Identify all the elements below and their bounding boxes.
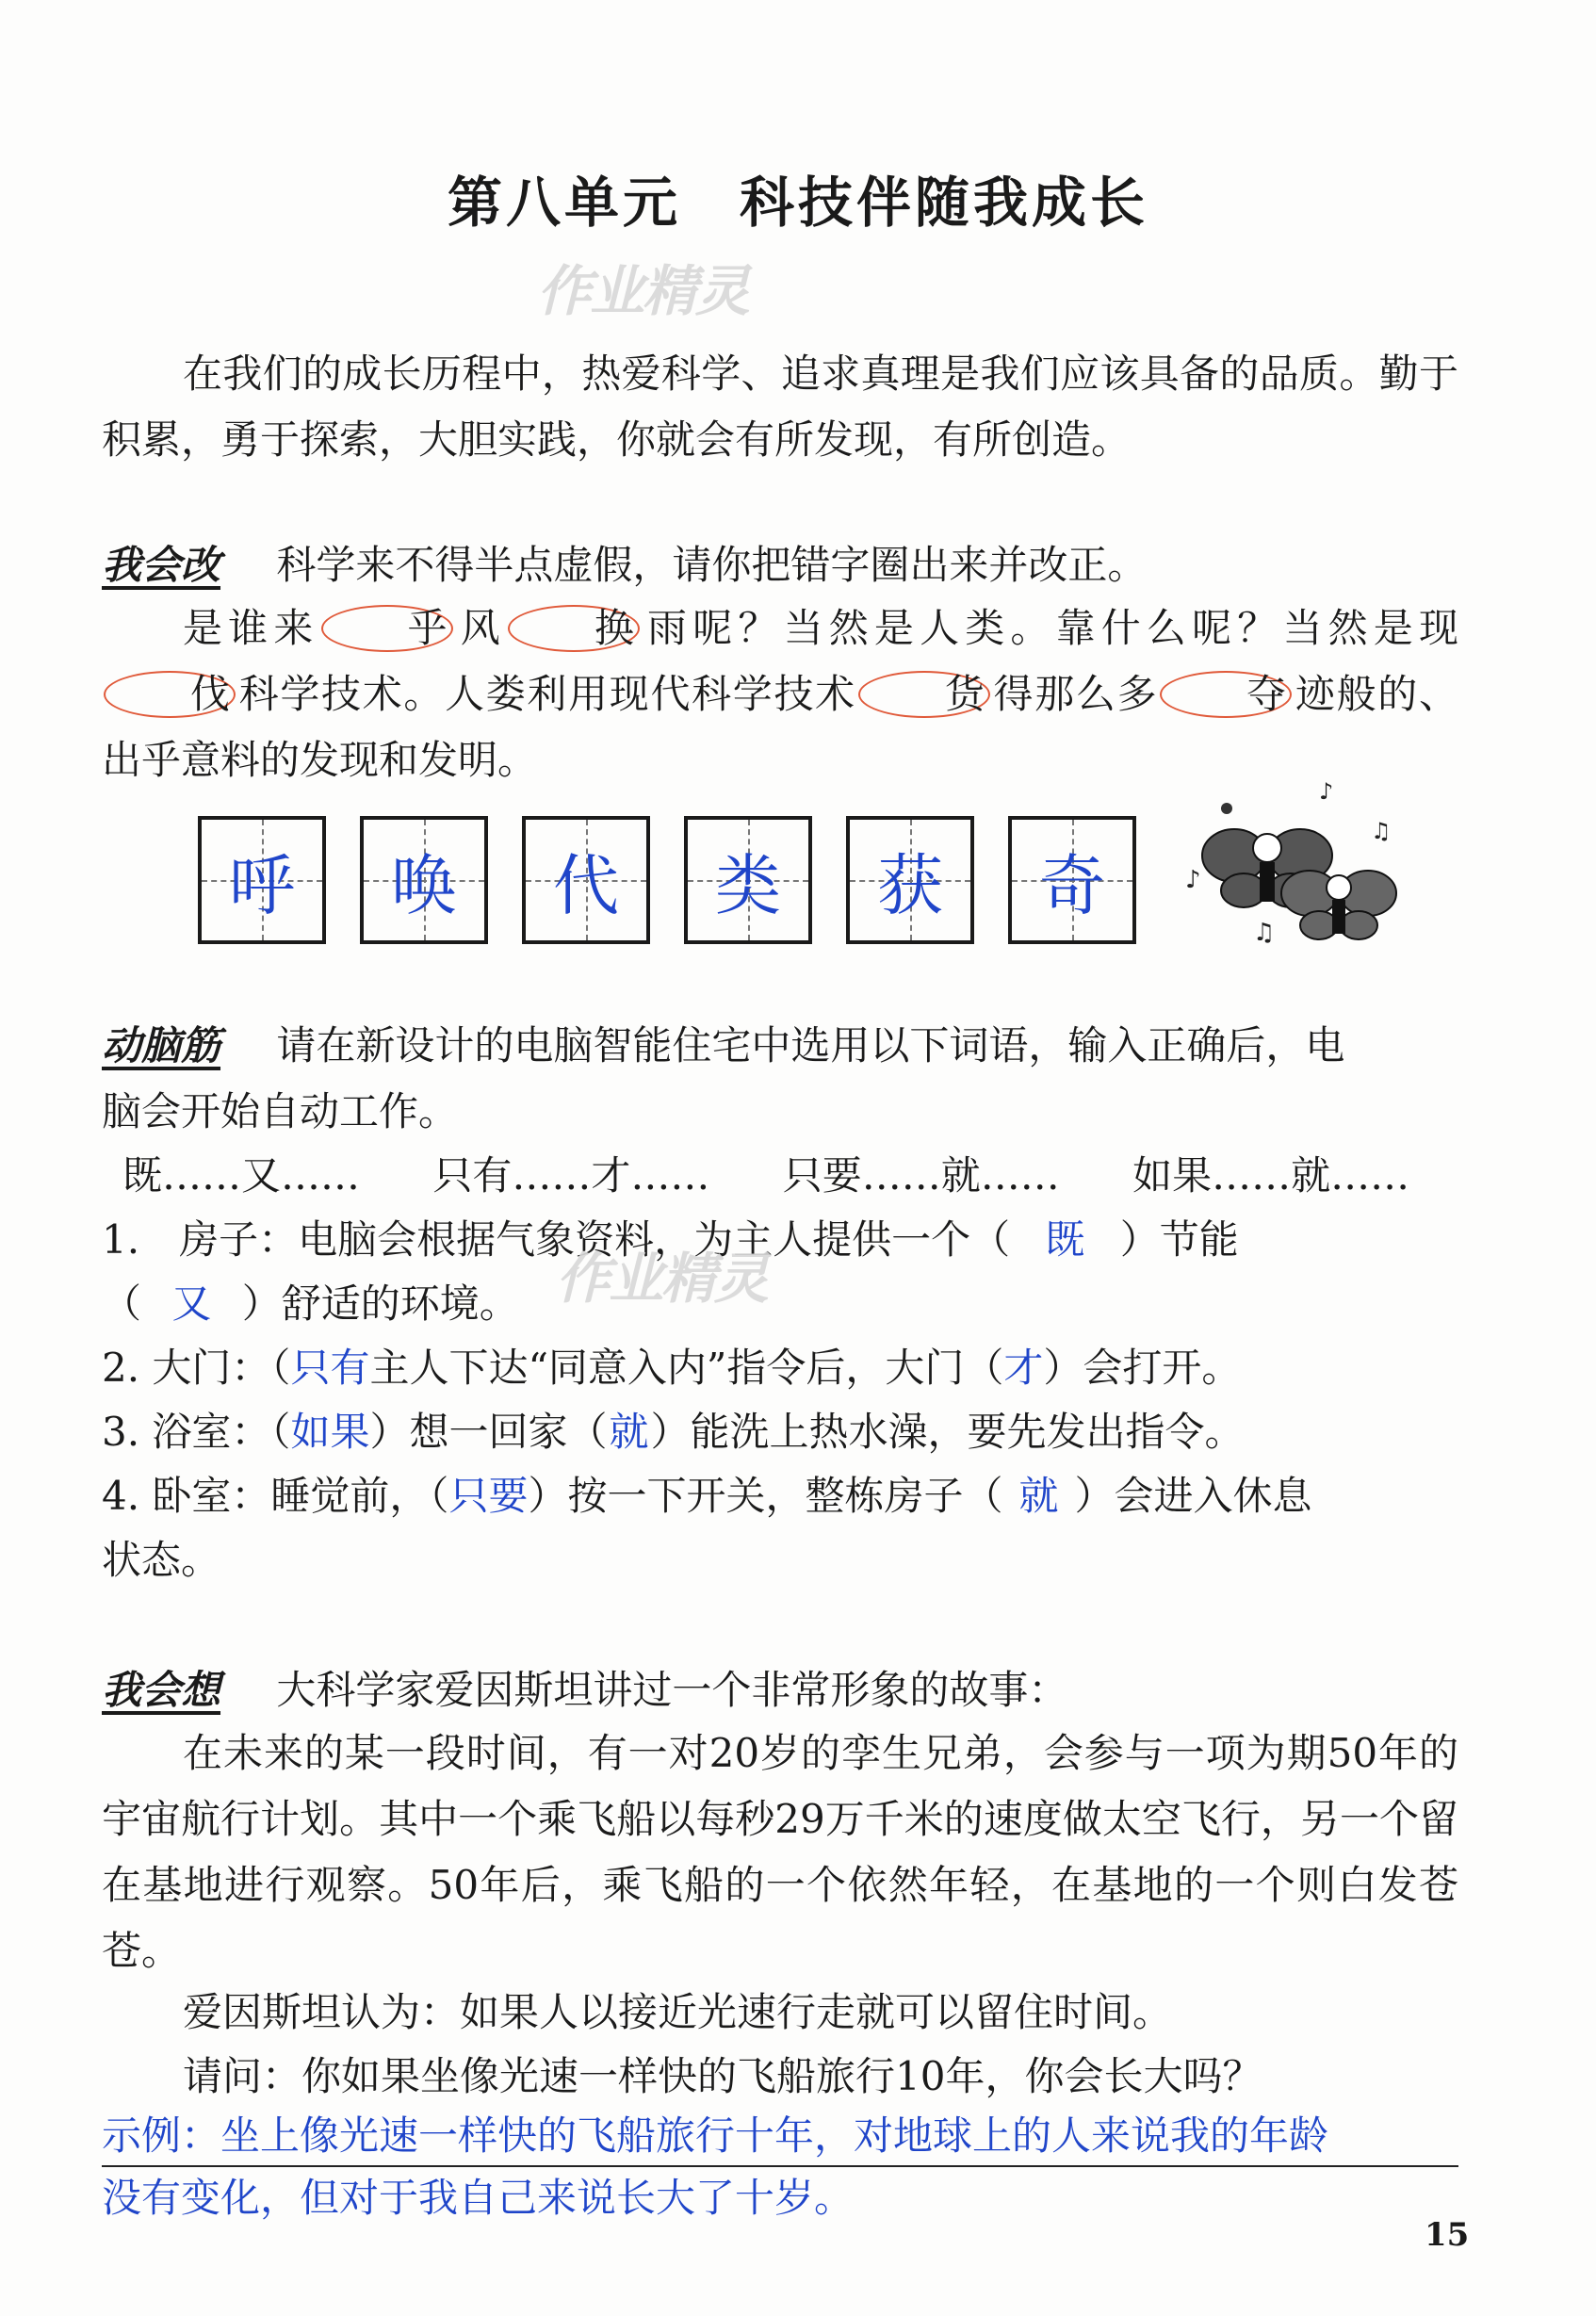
item-4-text-2: ）按一下开关，整栋房子（ bbox=[528, 1473, 1003, 1519]
music-note-icon: ♫ bbox=[1371, 818, 1392, 844]
circled-error-char: 夺 bbox=[1160, 671, 1292, 718]
word-bank-item: 只要……就…… bbox=[782, 1152, 1060, 1199]
word-bank-item: 如果……就…… bbox=[1132, 1152, 1410, 1199]
circled-error-char: 换 bbox=[508, 605, 640, 652]
item-3 bbox=[102, 1400, 1244, 1464]
section1-label: 我会改 bbox=[102, 542, 221, 588]
dot-decoration bbox=[1221, 803, 1232, 814]
word-bank-item: 只有……才…… bbox=[432, 1152, 710, 1199]
word-bank bbox=[122, 1144, 1409, 1208]
word-bank-item: 既……又…… bbox=[122, 1152, 361, 1199]
correction-char: 唤 bbox=[391, 846, 457, 924]
section3-instruction: 大科学家爱因斯坦讲过一个非常形象的故事： bbox=[276, 1667, 1068, 1713]
section2-instruction-1: 请在新设计的电脑智能住宅中选用以下词语，输入正确后，电 bbox=[276, 1022, 1345, 1068]
passage-text: 是谁来 bbox=[183, 605, 319, 651]
correction-cell bbox=[846, 816, 974, 944]
item-1-text-3: （ bbox=[102, 1280, 142, 1327]
passage-text: 得那么多 bbox=[991, 671, 1159, 717]
section2-instruction-2: 脑会开始自动工作。 bbox=[102, 1088, 459, 1134]
item-2-text-3: ）会打开。 bbox=[1043, 1345, 1242, 1391]
correction-char: 类 bbox=[715, 846, 781, 924]
item-3-answer-1: 如果 bbox=[290, 1409, 370, 1455]
music-note-icon: ♪ bbox=[1185, 866, 1201, 894]
item-2 bbox=[102, 1336, 1241, 1400]
item-2-answer-2: 才 bbox=[1003, 1345, 1044, 1391]
item-2-answer-1: 只有 bbox=[290, 1345, 370, 1391]
intro-paragraph: 在我们的成长历程中，热爱科学、追求真理是我们应该具备的品质。勤于积累，勇于探索，大胆实践，你就会有所发现，有所创造。 bbox=[102, 351, 1458, 463]
correction-cell bbox=[198, 816, 326, 944]
correction-cell bbox=[360, 816, 488, 944]
page-title: 第八单元 科技伴随我成长 bbox=[447, 171, 1148, 235]
answer-line-2: 没有变化，但对于我自己来说长大了十岁。 bbox=[102, 2175, 855, 2221]
circled-error-char: 乎 bbox=[321, 605, 453, 652]
butterfly-icon bbox=[1281, 871, 1396, 939]
butterfly-illustration bbox=[1178, 782, 1413, 961]
watermark-middle: 作业精灵 bbox=[556, 1247, 768, 1311]
item-1-answer-1: 既 bbox=[1045, 1216, 1085, 1263]
correction-char: 代 bbox=[553, 846, 619, 924]
item-1-text-2: ）节能 bbox=[1119, 1216, 1239, 1263]
correction-cell bbox=[522, 816, 650, 944]
music-note-icon: ♫ bbox=[1253, 919, 1276, 947]
correction-cell bbox=[684, 816, 812, 944]
item-4 bbox=[102, 1464, 1311, 1528]
passage-text: 雨呢？当然是人类。靠什么呢？当然是现 bbox=[641, 605, 1458, 651]
music-note-icon: ♪ bbox=[1319, 782, 1334, 805]
item-1-answer-2: 又 bbox=[171, 1280, 212, 1327]
correction-char: 获 bbox=[877, 846, 943, 924]
item-1-line-2 bbox=[102, 1272, 519, 1336]
item-1-text: 1. 房子：电脑会根据气象资料，为主人提供一个（ bbox=[102, 1216, 1011, 1263]
circled-error-char: 伐 bbox=[104, 671, 236, 718]
item-4-text-3: ）会进入休息 bbox=[1074, 1473, 1312, 1519]
correction-char: 呼 bbox=[229, 846, 295, 924]
item-3-text-3: ）能洗上热水澡，要先发出指令。 bbox=[650, 1409, 1245, 1455]
item-2-text: 2. 大门：（ bbox=[102, 1345, 291, 1391]
story-paragraph: 在未来的某一段时间，有一对20岁的孪生兄弟，会参与一项为期50年的宇宙航行计划。其中一个乘飞船以每秒29万千米的速度做太空飞行，另一个留在基地进行观察。50年后，乘飞船的一个依然年轻，在基地的一个则白发苍苍。 bbox=[102, 1730, 1458, 1974]
correction-char: 奇 bbox=[1039, 846, 1105, 924]
section3-label: 我会想 bbox=[102, 1667, 221, 1713]
item-3-answer-2: 就 bbox=[609, 1409, 649, 1455]
circled-error-char: 货 bbox=[858, 671, 990, 718]
item-3-text-2: ）想一回家（ bbox=[369, 1409, 608, 1455]
item-4-answer-2: 就 bbox=[1018, 1473, 1059, 1519]
page-number: 15 bbox=[1425, 2216, 1470, 2254]
answer-line-1: 示例：坐上像光速一样快的飞船旅行十年，对地球上的人来说我的年龄 bbox=[102, 2107, 1458, 2167]
einstein-statement: 爱因斯坦认为：如果人以接近光速行走就可以留住时间。 bbox=[183, 1989, 1173, 2035]
passage-text: 风 bbox=[454, 605, 506, 651]
section2-heading bbox=[102, 1014, 1344, 1078]
item-3-text: 3. 浴室：（ bbox=[102, 1409, 291, 1455]
watermark-top: 作业精灵 bbox=[537, 259, 749, 323]
section1-passage bbox=[102, 595, 1458, 793]
item-4-text: 4. 卧室：睡觉前，（ bbox=[102, 1473, 449, 1519]
item-1-text-4: ）舒适的环境。 bbox=[241, 1280, 519, 1327]
correction-cell bbox=[1008, 816, 1136, 944]
item-2-text-2: 主人下达“同意入内”指令后，大门（ bbox=[369, 1345, 1004, 1391]
passage-text: 迹般的、出乎意料的发现和发明。 bbox=[102, 671, 1458, 783]
section3-heading bbox=[102, 1658, 1067, 1722]
question-text: 请问：你如果坐像光速一样快的飞船旅行10年，你会长大吗？ bbox=[183, 2053, 1262, 2099]
section2-label: 动脑筋 bbox=[102, 1022, 221, 1068]
corrections-grid bbox=[198, 816, 1136, 944]
section1-instruction: 科学来不得半点虚假，请你把错字圈出来并改正。 bbox=[276, 542, 1148, 588]
item-4-line-2: 状态。 bbox=[102, 1537, 221, 1583]
section1-heading bbox=[102, 533, 1147, 597]
item-4-answer-1: 只要 bbox=[448, 1473, 529, 1519]
passage-text: 科学技术。人娄利用现代科学技术 bbox=[237, 671, 856, 717]
